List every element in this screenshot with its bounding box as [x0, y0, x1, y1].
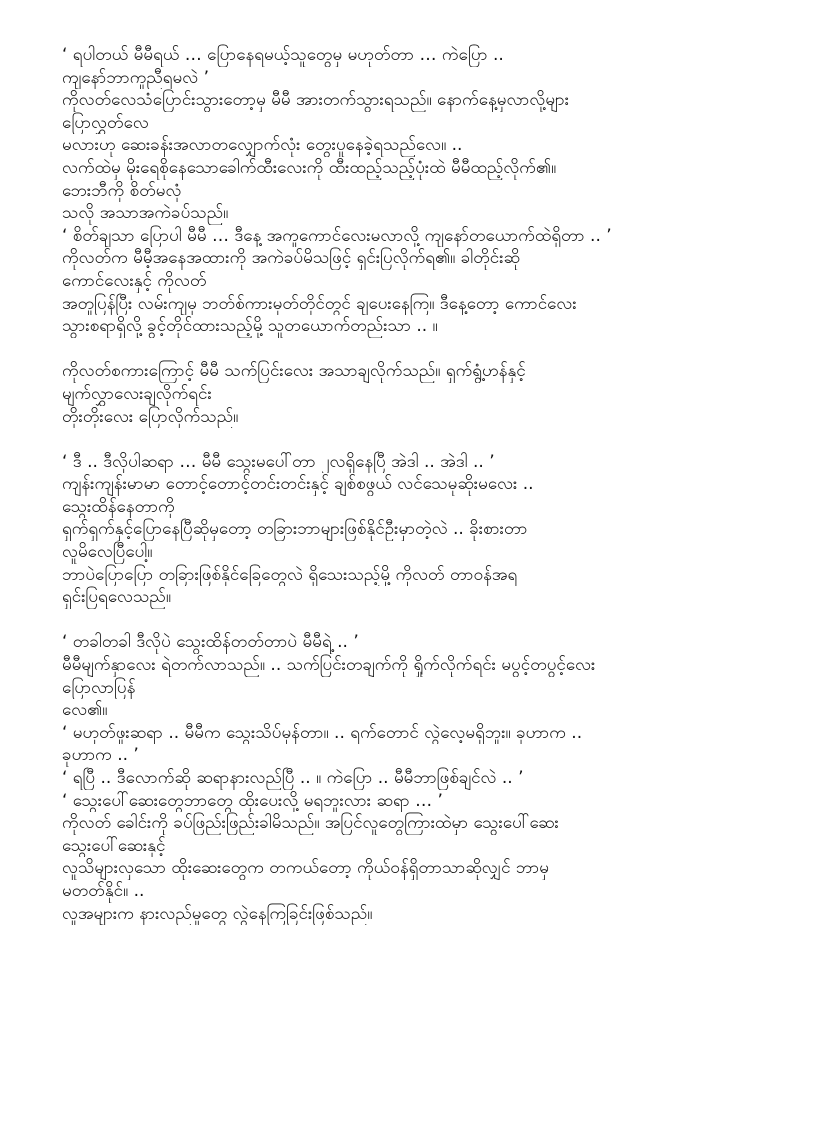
- text-line: ‘ သွေးပေါ်ဆေးတွေဘာတွေ ထိုးပေးလို့ မရဘူးလား ဆရာ … ’: [62, 790, 443, 811]
- text-line: ဘေးဘီကို စိတ်မလုံ: [62, 180, 182, 201]
- text-line: ကိုလတ်က မီမီ့အနေအထားကို အကဲခပ်မိသဖြင့် ရှင်းပြလိုက်ရ၏။ ခါတိုင်းဆို: [62, 248, 520, 269]
- text-line: မလားဟု ဆေးခန်းအလာတလျှောက်လုံး တွေးပူနေခဲ့ရသည်လေ။ ..: [62, 135, 463, 156]
- text-line: သွေးထိန်နေတာကို: [62, 496, 175, 517]
- paragraph: [62, 44, 769, 338]
- text-line: သွားစရာရှိလို့ ခွင့်တိုင်ထားသည့်မို့ သူတယောက်တည်းသာ .. ။: [62, 316, 438, 337]
- paragraph: [62, 451, 769, 609]
- text-line: ကျနော်ဘာကူညီရမလဲ ’: [62, 67, 209, 88]
- text-line: သလို အသာအကဲခပ်သည်။: [62, 203, 229, 224]
- text-line: ကောင်လေးနှင့် ကိုလတ်: [62, 270, 207, 291]
- paragraph: [62, 360, 769, 428]
- text-line: ဘာပဲပြောပြော တခြားဖြစ်နိုင်ခြေတွေလဲ ရှိသေးသည့်မို့ ကိုလတ် တာဝန်အရ: [62, 564, 518, 585]
- text-line: လူမိလေပြီပေါ့။: [62, 542, 153, 563]
- text-line: သွေးပေါ်ဆေးနှင့်: [62, 835, 166, 856]
- text-line: ‘ မဟုတ်ဖူးဆရာ .. မီမီက သွေးသိပ်မှန်တာ။ .. ရက်တောင် လွဲလေ့မရှိဘူး။ ခုဟာက ..: [62, 722, 583, 743]
- text-line: ‘ ဒီ .. ဒီလိုပါဆရာ … မီမီ သွေးမပေါ်တာ ၂လရှိနေပြီ အဲဒါ .. အဲဒါ .. ’: [62, 451, 495, 472]
- text-line: မီမီမျက်နှာလေး ရဲတက်လာသည်။ .. သက်ပြင်းတချက်ကို ရှိုက်လိုက်ရင်း မပွင့်တပွင့်လေး: [62, 655, 596, 676]
- text-line: ကျန်းကျန်းမာမာ တောင့်တောင့်တင်းတင်းနှင့် ချစ်စဖွယ် လင်သေမုဆိုးမလေး ..: [62, 474, 534, 495]
- document-body: [62, 44, 769, 925]
- text-line: ‘ စိတ်ချသာ ပြောပါ မီမီ … ဒီနေ့ အကူကောင်လေးမလာလို့ ကျနော်တယောက်ထဲရှိတာ .. ’: [62, 225, 612, 246]
- text-line: အတူပြန်ပြီး လမ်းကျမှ ဘတ်စ်ကားမှတ်တိုင်တွင် ချပေးနေကြ။ ဒီနေ့တော့ ကောင်လေး: [62, 293, 577, 314]
- text-line: မျက်လွှာလေးချလိုက်ရင်း: [62, 383, 212, 404]
- text-line: လူသိများလှသော ထိုးဆေးတွေက တကယ်တော့ ကိုယ်ဝန်ရှိတာသာဆိုလျှင် ဘာမှ: [62, 858, 550, 879]
- text-line: ‘ ရပြီ .. ဒီလောက်ဆို ဆရာနားလည်ပြီ .. ။ ကဲပြော .. မီမီဘာဖြစ်ချင်လဲ .. ’: [62, 768, 524, 788]
- paragraph-gap: [62, 428, 769, 451]
- paragraph: [62, 631, 769, 925]
- paragraph-gap: [62, 338, 769, 361]
- text-line: လက်ထဲမှ မိုးရေစိုနေသောခေါက်ထီးလေးကို ထီးထည့်သည့်ပုံးထဲ မီမီထည့်လိုက်၏။: [62, 157, 557, 178]
- paragraph-gap: [62, 609, 769, 632]
- text-line: လေ၏။: [62, 700, 108, 721]
- text-line: မတတ်နိုင်။ ..: [62, 880, 145, 901]
- text-line: ကိုလတ် ခေါင်းကို ခပ်ဖြည်းဖြည်းခါမိသည်။ အပြင်လူတွေကြားထဲမှာ သွေးပေါ်ဆေး: [62, 813, 559, 834]
- text-line: ပြောလာပြန်: [62, 677, 136, 698]
- text-line: ပြောလွှတ်လေ: [62, 112, 149, 133]
- text-line: ‘ တခါတခါ ဒီလိုပဲ သွေးထိန်တတ်တာပဲ မီမီရဲ့ .. ’: [62, 632, 359, 653]
- text-line: ကိုလတ်စကားကြောင့် မီမီ သက်ပြင်းလေး အသာချလိုက်သည်။ ရှက်ရွံ့ဟန်နှင့်: [62, 361, 526, 382]
- text-line: လူအများက နားလည်မှုတွေ လွဲနေကြခြင်းဖြစ်သည်။: [62, 903, 373, 924]
- text-line: တိုးတိုးလေး ပြောလိုက်သည်။: [62, 406, 239, 427]
- text-line: ခုဟာက .. ’: [62, 745, 139, 766]
- text-line: ရှင်းပြရလေသည်။: [62, 587, 172, 608]
- text-line: ကိုလတ်လေသံပြောင်းသွားတော့မှ မီမီ အားတက်သွားရသည်။ နောက်နေ့မှလာလို့များ: [62, 90, 570, 111]
- text-line: ‘ ရပါတယ် မီမီရယ် … ပြောနေရမယ့်သူတွေမှ မဟုတ်တာ … ကဲပြော ..: [62, 45, 504, 65]
- text-line: ရှက်ရှက်နှင့်ပြောနေပြီဆိုမှတော့ တခြားဘာများဖြစ်နိုင်ဦးမှာတဲ့လဲ .. ခိုးစားတာ: [62, 519, 528, 540]
